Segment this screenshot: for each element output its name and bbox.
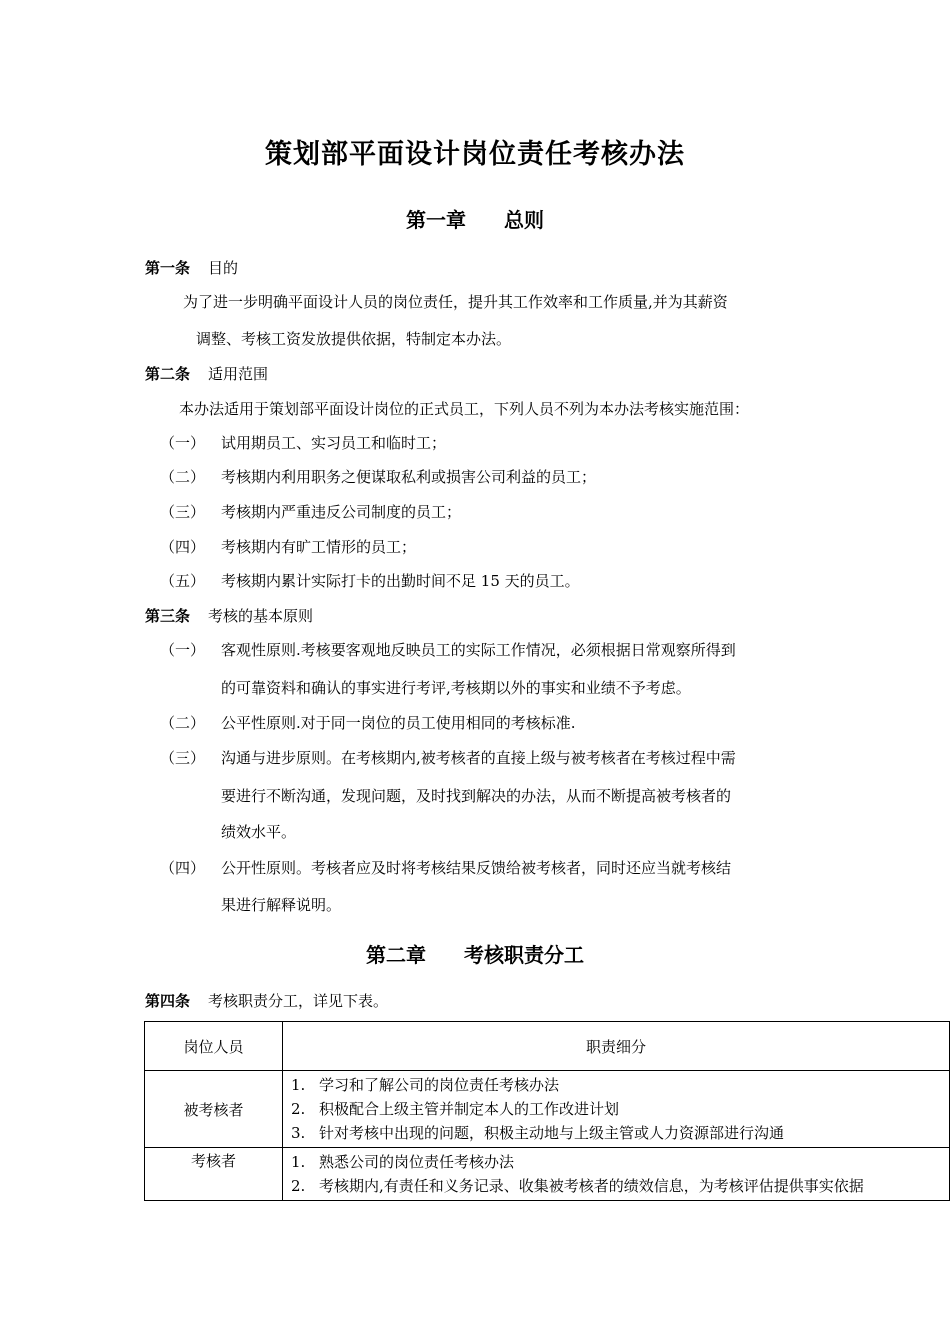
duty-text: 针对考核中出现的问题，积极主动地与上级主管或人力资源部进行沟通 xyxy=(319,1124,785,1142)
duty-cell xyxy=(283,1148,950,1201)
chapter-name: 总则 xyxy=(504,208,544,232)
list-item-line: 沟通与进步原则。在考核期内,被考核者的直接上级与被考核者在考核过程中需 xyxy=(221,749,736,767)
duty-number: 1. xyxy=(291,1076,306,1094)
article-title: 考核的基本原则 xyxy=(208,607,314,625)
duty-number: 1. xyxy=(291,1153,306,1171)
table-header-cell: 职责细分 xyxy=(283,1022,950,1071)
article-title: 适用范围 xyxy=(208,365,269,383)
article-3-heading xyxy=(145,605,313,626)
list-number: （二） xyxy=(160,468,206,486)
table-row xyxy=(145,1071,950,1148)
list-item: 考核期内利用职务之便谋取私利或损害公司利益的员工； xyxy=(221,468,597,486)
table-header-row xyxy=(145,1022,950,1071)
duty-item xyxy=(283,1097,949,1121)
list-item: 考核期内严重违反公司制度的员工； xyxy=(221,503,462,521)
duty-item xyxy=(283,1174,949,1198)
list-item-line: 果进行解释说明。 xyxy=(221,896,342,914)
list-item-line: 绩效水平。 xyxy=(221,823,297,841)
list-item-line: 公平性原则.对于同一岗位的员工使用相同的考核标准. xyxy=(221,714,576,732)
list-item: 考核期内有旷工情形的员工； xyxy=(221,538,417,556)
duty-number: 2. xyxy=(291,1100,306,1118)
chapter-label: 第二章 xyxy=(366,943,426,967)
role-cell: 考核者 xyxy=(145,1148,283,1201)
duty-text: 考核期内,有责任和义务记录、收集被考核者的绩效信息，为考核评估提供事实依据 xyxy=(319,1177,864,1195)
article-2-heading xyxy=(145,363,268,384)
article-title: 考核职责分工，详见下表。 xyxy=(208,992,389,1010)
duty-item xyxy=(283,1150,949,1174)
chapter-1-heading xyxy=(0,204,950,233)
list-number: （四） xyxy=(160,538,206,556)
article-label: 第四条 xyxy=(145,992,191,1010)
duty-item xyxy=(283,1121,949,1145)
list-item-line: 公开性原则。考核者应及时将考核结果反馈给被考核者，同时还应当就考核结 xyxy=(221,859,732,877)
list-number: （四） xyxy=(160,859,206,877)
list-item-line: 的可靠资料和确认的事实进行考评,考核期以外的事实和业绩不予考虑。 xyxy=(221,679,691,697)
list-item-line: 要进行不断沟通，发现问题，及时找到解决的办法，从而不断提高被考核者的 xyxy=(221,787,732,805)
article-2-intro: 本办法适用于策划部平面设计岗位的正式员工，下列人员不列为本办法考核实施范围： xyxy=(179,400,750,418)
chapter-label: 第一章 xyxy=(406,208,466,232)
list-number: （五） xyxy=(160,572,206,590)
article-1-line-2: 调整、考核工资发放提供依据，特制定本办法。 xyxy=(196,330,512,348)
chapter-2-heading xyxy=(0,939,950,968)
table-header-cell: 岗位人员 xyxy=(145,1022,283,1071)
article-label: 第一条 xyxy=(145,259,191,277)
article-4-heading xyxy=(145,990,388,1011)
duty-item xyxy=(283,1073,949,1097)
duty-table xyxy=(144,1021,950,1201)
list-number: （一） xyxy=(160,434,206,452)
list-item-line: 客观性原则.考核要客观地反映员工的实际工作情况，必须根据日常观察所得到 xyxy=(221,641,736,659)
list-number: （一） xyxy=(160,641,206,659)
duty-number: 2. xyxy=(291,1177,306,1195)
article-label: 第二条 xyxy=(145,365,191,383)
duty-text: 熟悉公司的岗位责任考核办法 xyxy=(319,1153,515,1171)
duty-cell xyxy=(283,1071,950,1148)
table-row xyxy=(145,1148,950,1201)
list-item: 试用期员工、实习员工和临时工； xyxy=(221,434,447,452)
duty-number: 3. xyxy=(291,1124,306,1142)
article-title: 目的 xyxy=(208,259,239,277)
document-title: 策划部平面设计岗位责任考核办法 xyxy=(265,139,685,170)
article-1-line-1: 为了进一步明确平面设计人员的岗位责任，提升其工作效率和工作质量,并为其薪资 xyxy=(183,293,728,311)
article-1-heading xyxy=(145,257,238,278)
duty-text: 学习和了解公司的岗位责任考核办法 xyxy=(319,1076,560,1094)
chapter-name: 考核职责分工 xyxy=(464,943,584,967)
article-label: 第三条 xyxy=(145,607,191,625)
list-number: （三） xyxy=(160,749,206,767)
list-item: 考核期内累计实际打卡的出勤时间不足 15 天的员工。 xyxy=(221,572,580,590)
list-number: （二） xyxy=(160,714,206,732)
role-cell: 被考核者 xyxy=(145,1071,283,1148)
duty-text: 积极配合上级主管并制定本人的工作改进计划 xyxy=(319,1100,620,1118)
list-number: （三） xyxy=(160,503,206,521)
